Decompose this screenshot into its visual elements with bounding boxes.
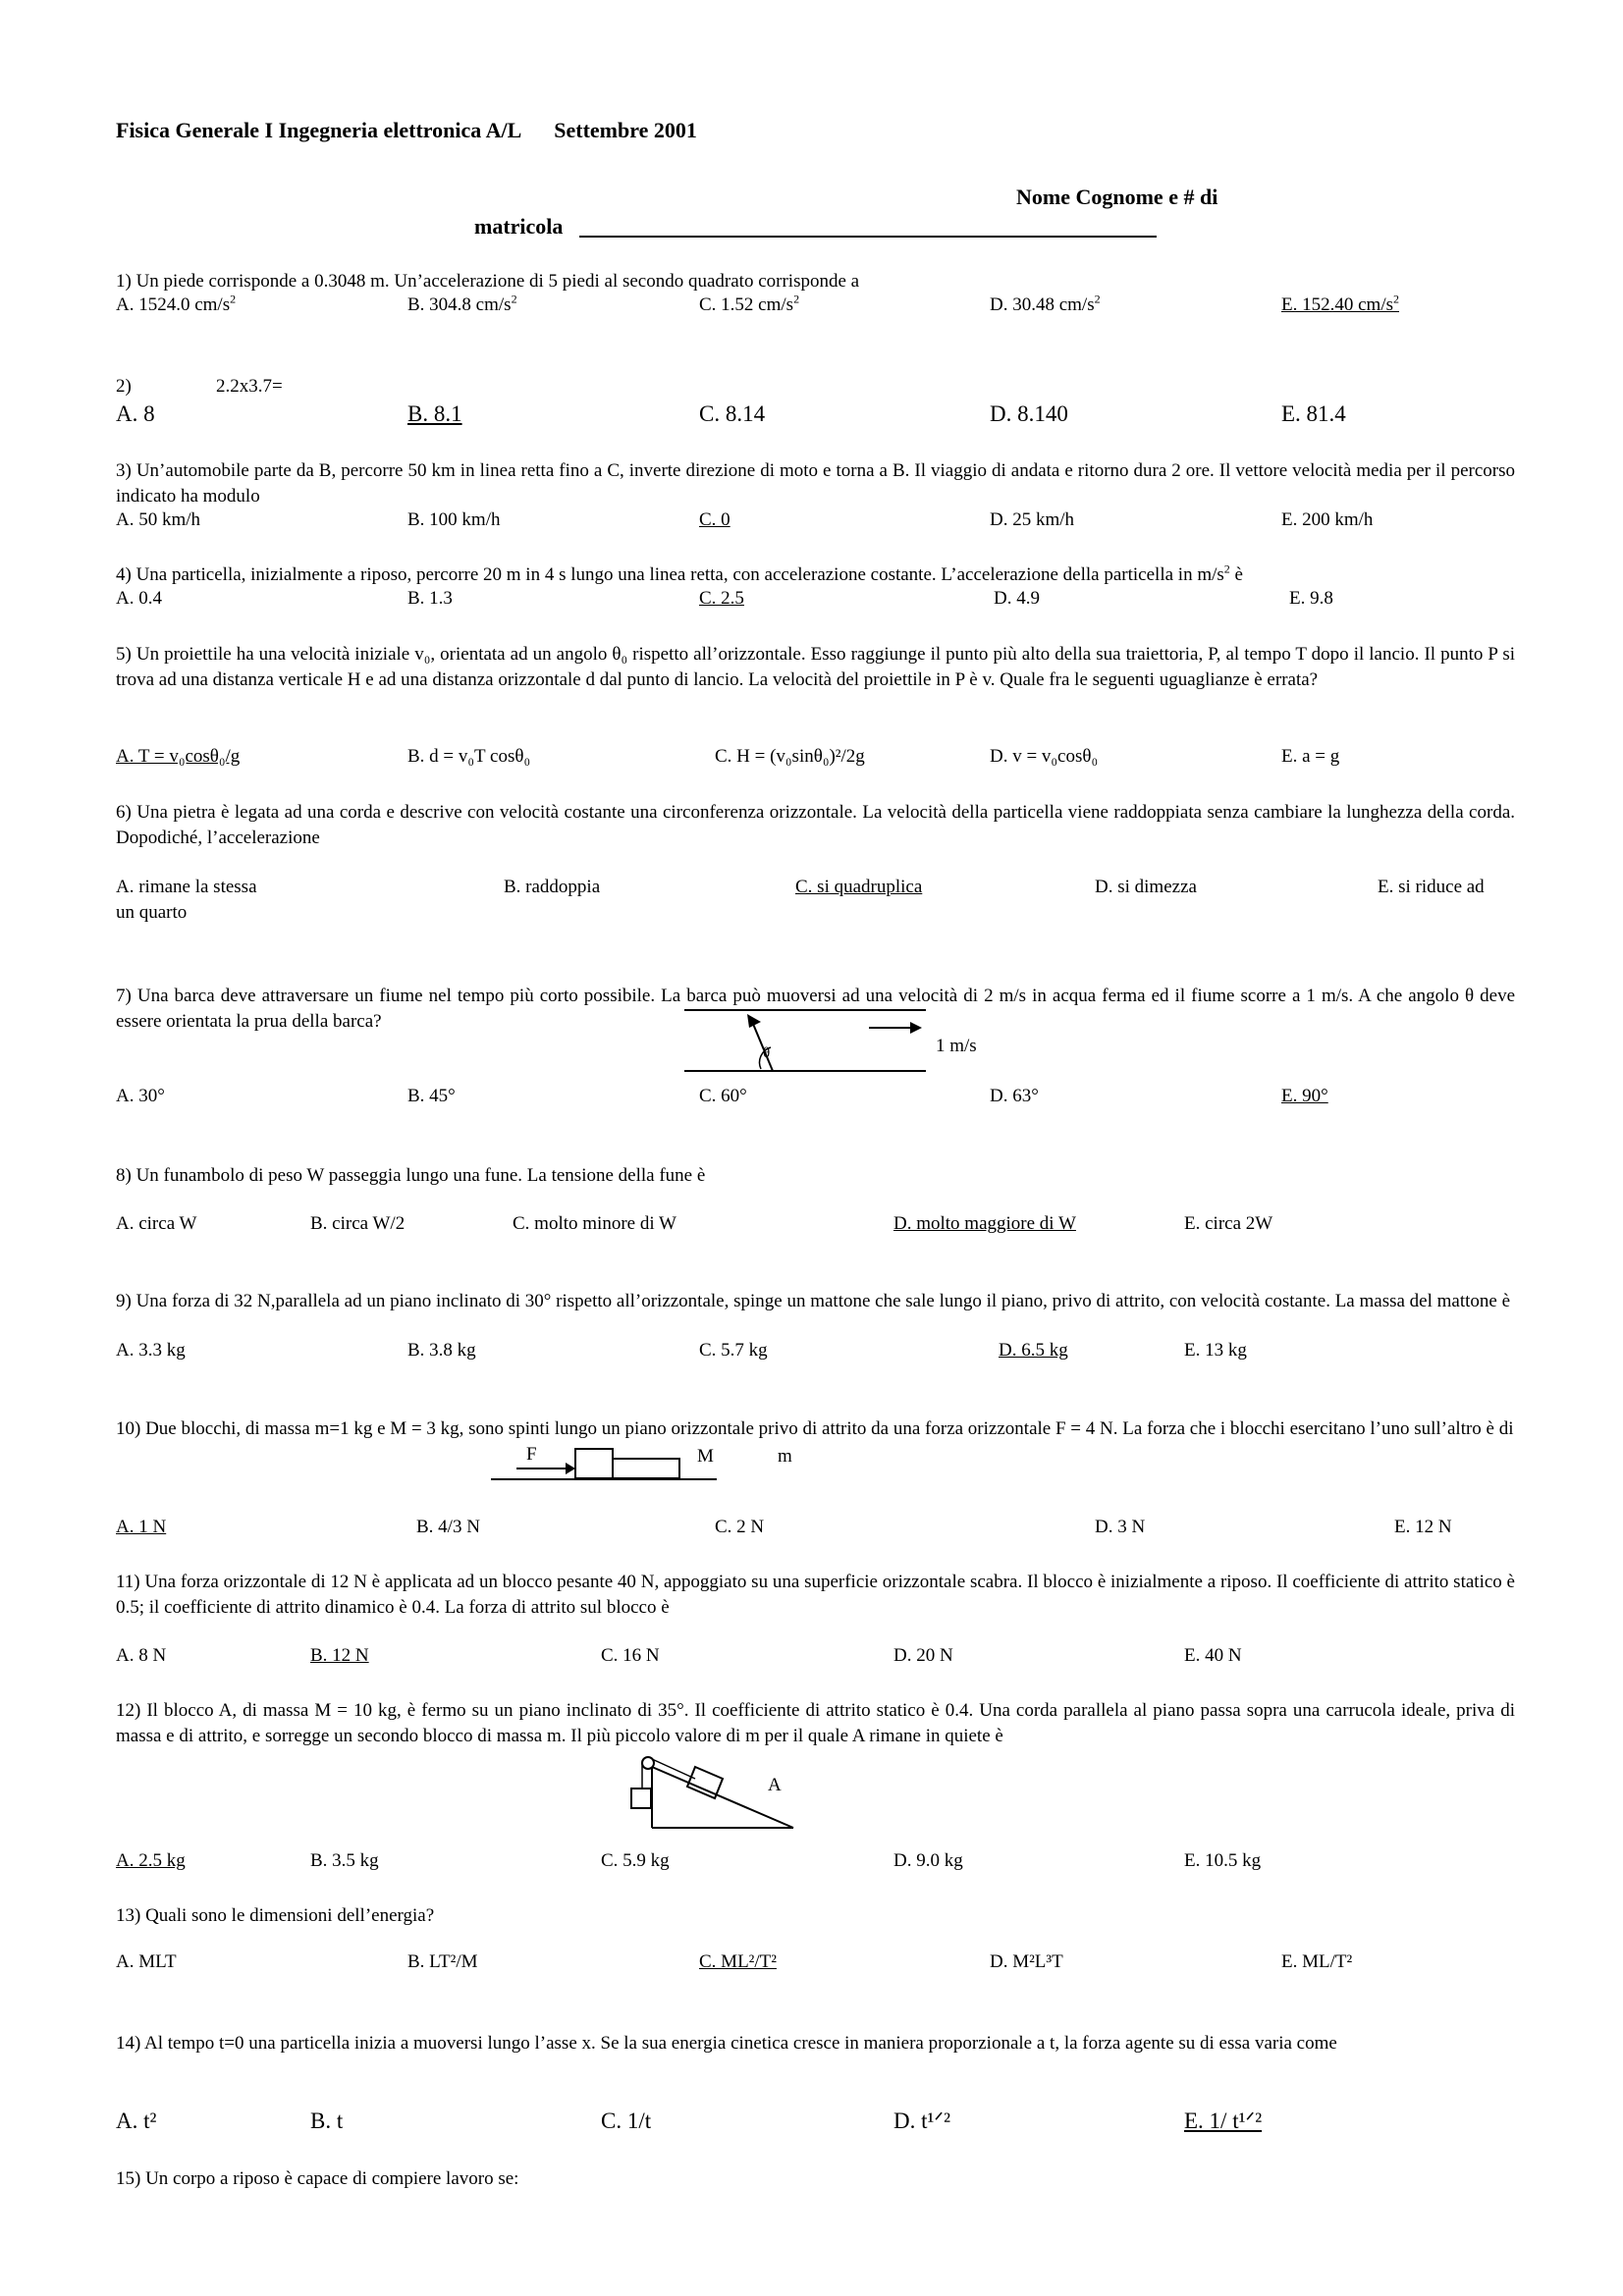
question-6: 6) Una pietra è legata ad una corda e descrive con velocità costante una circonferenza orizzontale. La velocità della particella viene raddoppiata senza cambiare la lunghezza della corda. Dopodiché, l’accelerazione [116, 802, 1515, 848]
block-A [687, 1767, 723, 1798]
block-m [575, 1449, 613, 1478]
q6-option-e[interactable]: E. si riduce ad [1378, 877, 1485, 897]
q4-option-d[interactable]: D. 4.9 [994, 588, 1040, 609]
q13-option-e[interactable]: E. ML/T² [1281, 1951, 1353, 1972]
q11-option-c[interactable]: C. 16 N [601, 1645, 660, 1666]
mass-M-label: M [697, 1446, 714, 1467]
q3-option-d[interactable]: D. 25 km/h [990, 509, 1075, 530]
name-label: Nome Cognome e # di [1016, 185, 1218, 209]
q13-option-d[interactable]: D. M²L³T [990, 1951, 1063, 1972]
q6-option-e-continuation: un quarto [116, 902, 188, 923]
q13-option-b[interactable]: B. LT²/M [407, 1951, 478, 1972]
q1-option-b[interactable]: B. 304.8 $cm/s^2$ [407, 292, 517, 315]
q11-option-d[interactable]: D. 20 N [893, 1645, 953, 1666]
q7-option-e[interactable]: E. 90° [1281, 1086, 1328, 1106]
q3-option-e[interactable]: E. 200 km/h [1281, 509, 1374, 530]
course-title: Fisica Generale I Ingegneria elettronica A/L [116, 118, 522, 142]
question-9: 9) Una forza di 32 N,parallela ad un piano inclinato di 30° rispetto all’orizzontale, spinge un mattone che sale lungo il piano, privo di attrito, con velocità costante. La massa del mattone è [116, 1291, 1511, 1311]
q12-option-d[interactable]: D. 9.0 kg [893, 1850, 963, 1871]
question-4: 4) Una particella, inizialmente a riposo, percorre 20 m in 4 s lungo una linea retta, con accelerazione costante. L’accelerazione della particella in $m/s^2$ è [116, 561, 1243, 585]
q2-option-a[interactable]: A. 8 [116, 401, 155, 426]
question-5: 5) Un proiettile ha una velocità iniziale v₀, orientata ad un angolo θ₀ rispetto all’orizzontale. Esso raggiunge il punto più alto della sua traiettoria, P, al tempo T dopo il lancio. Il punto P si trova ad una distanza verticale H e ad una distanza orizzontale d dal punto di lancio. La velocità del proiettile in P è v. Quale fra le seguenti uguaglianze è errata? [116, 644, 1515, 690]
q11-option-a[interactable]: A. 8 N [116, 1645, 167, 1666]
q9-option-b[interactable]: B. 3.8 kg [407, 1340, 476, 1361]
q13-option-a[interactable]: A. MLT [116, 1951, 177, 1972]
q8-option-e[interactable]: E. circa 2W [1184, 1213, 1273, 1234]
question-10: 10) Due blocchi, di massa m=1 kg e M = 3 kg, sono spinti lungo un piano orizzontale privo di attrito da una forza orizzontale F = 4 N. La forza che i blocchi esercitano l’uno sull’altro è di [116, 1418, 1514, 1439]
q8-option-d[interactable]: D. molto maggiore di W [893, 1213, 1076, 1234]
two-blocks-diagram [491, 1439, 815, 1486]
q7-option-b[interactable]: B. 45° [407, 1086, 456, 1106]
q6-option-c[interactable]: C. si quadruplica [795, 877, 923, 897]
question-8: 8) Un funambolo di peso W passeggia lungo una fune. La tensione della fune è [116, 1165, 706, 1186]
theta-label: θ [763, 1045, 771, 1061]
q10-option-c[interactable]: C. 2 N [715, 1517, 765, 1537]
q10-option-b[interactable]: B. 4/3 N [416, 1517, 480, 1537]
q2-option-b[interactable]: B. 8.1 [407, 401, 462, 426]
block-A-label: A [768, 1775, 782, 1795]
q14-option-a[interactable]: A. t² [116, 2109, 157, 2133]
matricola-field[interactable] [579, 236, 1157, 238]
block-M [613, 1459, 679, 1478]
incline-pulley-diagram [619, 1753, 815, 1834]
q9-option-d[interactable]: D. 6.5 kg [999, 1340, 1068, 1361]
q5-option-e[interactable]: E. a = g [1281, 746, 1340, 767]
q14-option-d[interactable]: D. t¹ᐟ² [893, 2109, 951, 2133]
q4-option-c[interactable]: C. 2.5 [699, 588, 744, 609]
q5-option-d[interactable]: D. v = v₀cosθ₀ [990, 746, 1099, 767]
q1-option-e[interactable]: E. 152.40 $cm/s^2$ [1281, 292, 1399, 315]
q12-option-c[interactable]: C. 5.9 kg [601, 1850, 670, 1871]
q6-option-a[interactable]: A. rimane la stessa [116, 877, 257, 897]
q6-option-d[interactable]: D. si dimezza [1095, 877, 1197, 897]
hanging-block-m [631, 1789, 651, 1808]
q8-option-a[interactable]: A. circa W [116, 1213, 197, 1234]
q2-expression: 2.2x3.7= [216, 376, 283, 397]
matricola-label: matricola [474, 214, 564, 239]
q1-option-c[interactable]: C. 1.52 $cm/s^2$ [699, 292, 800, 315]
q6-option-b[interactable]: B. raddoppia [504, 877, 601, 897]
q1-option-a[interactable]: A. 1524.0 $cm/s^2$ [116, 292, 237, 315]
exam-title [116, 118, 697, 143]
q10-option-d[interactable]: D. 3 N [1095, 1517, 1146, 1537]
q2-option-c[interactable]: C. 8.14 [699, 401, 766, 426]
q7-option-d[interactable]: D. 63° [990, 1086, 1039, 1106]
q7-option-a[interactable]: A. 30° [116, 1086, 165, 1106]
q13-option-c[interactable]: C. ML²/T² [699, 1951, 777, 1972]
q5-option-c[interactable]: C. H = (v₀sinθ₀)²/2g [715, 746, 865, 767]
q3-option-c[interactable]: C. 0 [699, 509, 730, 530]
q3-option-a[interactable]: A. 50 km/h [116, 509, 201, 530]
q14-option-e[interactable]: E. 1/ t¹ᐟ² [1184, 2109, 1263, 2133]
q14-option-c[interactable]: C. 1/t [601, 2109, 652, 2133]
q8-option-c[interactable]: C. molto minore di W [513, 1213, 676, 1234]
q4-option-e[interactable]: E. 9.8 [1289, 588, 1333, 609]
current-arrowhead [910, 1022, 922, 1034]
q4-option-a[interactable]: A. 0.4 [116, 588, 162, 609]
q9-option-e[interactable]: E. 13 kg [1184, 1340, 1247, 1361]
q4-option-b[interactable]: B. 1.3 [407, 588, 453, 609]
q2-option-d[interactable]: D. 8.140 [990, 401, 1068, 426]
q5-option-a[interactable]: A. T = v₀cosθ₀/g [116, 746, 241, 767]
q8-option-b[interactable]: B. circa W/2 [310, 1213, 406, 1234]
question-13: 13) Quali sono le dimensioni dell’energia? [116, 1905, 435, 1926]
question-14: 14) Al tempo t=0 una particella inizia a muoversi lungo l’asse x. Se la sua energia cinetica cresce in maniera proporzionale a t, la forza agente su di essa varia come [116, 2033, 1337, 2054]
question-11: 11) Una forza orizzontale di 12 N è applicata ad un blocco pesante 40 N, appoggiato su una superficie orizzontale scabra. Il blocco è inizialmente a riposo. Il coefficiente di attrito statico è 0.5; il coefficiente di attrito dinamico è 0.4. La forza di attrito sul blocco è [116, 1572, 1515, 1618]
q11-option-e[interactable]: E. 40 N [1184, 1645, 1242, 1666]
current-speed-label: 1 m/s [936, 1036, 977, 1056]
q10-option-e[interactable]: E. 12 N [1394, 1517, 1452, 1537]
mass-m-label: m [778, 1446, 792, 1467]
q12-option-a[interactable]: A. 2.5 kg [116, 1850, 186, 1871]
q12-option-e[interactable]: E. 10.5 kg [1184, 1850, 1262, 1871]
q14-option-b[interactable]: B. t [310, 2109, 344, 2133]
q11-option-b[interactable]: B. 12 N [310, 1645, 369, 1666]
q2-option-e[interactable]: E. 81.4 [1281, 401, 1346, 426]
q2-number: 2) [116, 376, 132, 397]
exam-date: Settembre 2001 [554, 118, 697, 142]
q1-option-d[interactable]: D. 30.48 $cm/s^2$ [990, 292, 1101, 315]
q10-option-a[interactable]: A. 1 N [116, 1517, 167, 1537]
question-1: 1) Un piede corrisponde a 0.3048 m. Un’accelerazione di 5 piedi al secondo quadrato corrisponde a [116, 271, 860, 292]
question-7: 7) Una barca deve attraversare un fiume nel tempo più corto possibile. La barca può muoversi ad una velocità di 2 m/s in acqua ferma ed il fiume scorre a 1 m/s. A che angolo θ deve essere orientata la prua della barca? [116, 986, 1515, 1032]
q9-option-c[interactable]: C. 5.7 kg [699, 1340, 768, 1361]
q5-option-b[interactable]: B. d = v₀T cosθ₀ [407, 746, 531, 767]
question-3: 3) Un’automobile parte da B, percorre 50 km in linea retta fino a C, inverte direzione di moto e torna a B. Il viaggio di andata e ritorno dura 2 ore. Il vettore velocità media per il percorso indicato ha modulo [116, 460, 1515, 507]
q9-option-a[interactable]: A. 3.3 kg [116, 1340, 186, 1361]
question-12: 12) Il blocco A, di massa M = 10 kg, è fermo su un piano inclinato di 35°. Il coefficiente di attrito statico è 0.4. Una corda parallela al piano passa sopra una carrucola ideale, priva di massa e di attrito, e sorregge un secondo blocco di massa m. Il più piccolo valore di m per il quale A rimane in quiete è [116, 1700, 1515, 1746]
q12-option-b[interactable]: B. 3.5 kg [310, 1850, 379, 1871]
q3-option-b[interactable]: B. 100 km/h [407, 509, 501, 530]
force-label: F [526, 1444, 537, 1465]
river-boat-diagram [682, 1006, 1006, 1075]
q7-option-c[interactable]: C. 60° [699, 1086, 747, 1106]
question-15: 15) Un corpo a riposo è capace di compiere lavoro se: [116, 2168, 519, 2189]
force-arrowhead [566, 1463, 575, 1474]
